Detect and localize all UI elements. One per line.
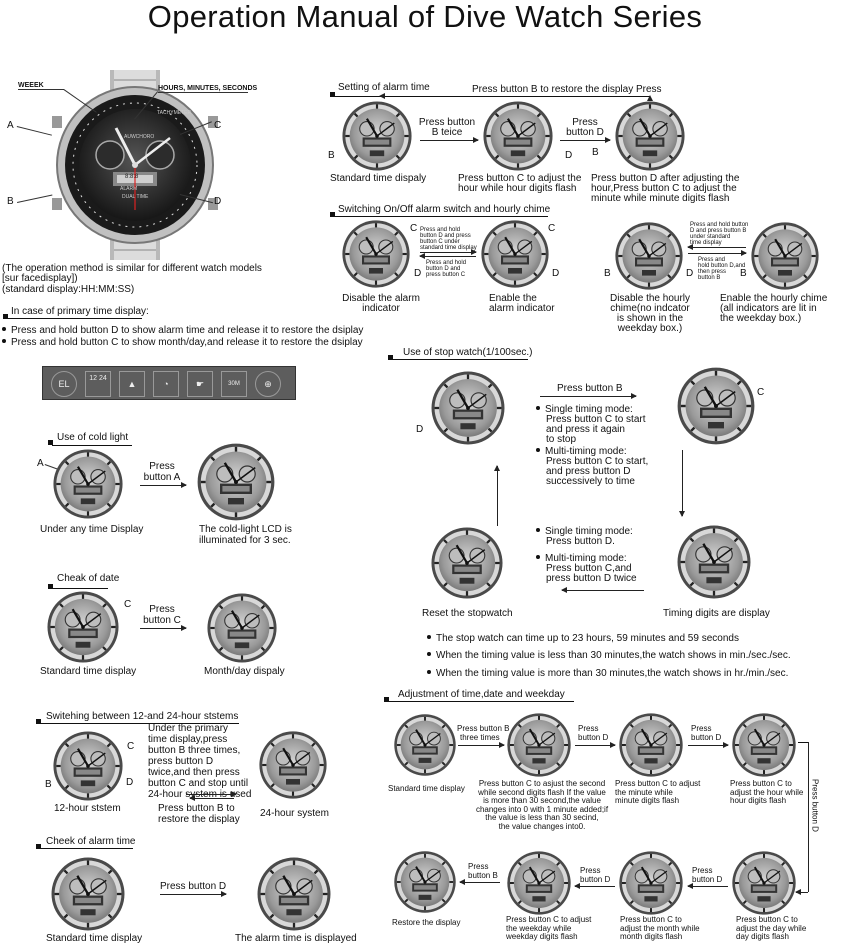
adjust-cap-5: Restore the display (392, 918, 461, 927)
stopwatch-note-2: When the timing value is less than 30 minutes,the watch shows in min./sec./sec. (427, 650, 791, 661)
chime-cap-3c: is shown in the (616, 313, 684, 324)
adjust-pd4-b: button D (692, 875, 723, 884)
alarm-check-title: Cheek of alarm time (46, 836, 136, 847)
watch-stopwatch-timing (676, 524, 752, 600)
chime-cap-2a: Enable the (489, 293, 537, 304)
sw-b2-multi-h: Multi-timing mode: (536, 553, 627, 564)
adjust-pb3-b: three times (460, 733, 500, 742)
adjust-side-press-d: Press button D (810, 779, 820, 832)
main-note-2: [sur facedisplay]) (2, 273, 78, 284)
cold-light-cap-2a: The cold-light LCD is (199, 524, 292, 535)
adjust-cap-3: Press button C to adjust the minute while minute digits flash (615, 779, 701, 806)
sw-b1-single-l3: to stop (546, 434, 577, 445)
cold-light-press-2: button A (143, 472, 181, 483)
alarm-set-cap-2a: Press button C to adjust the (458, 173, 582, 184)
water-resist-icon: 30M (221, 371, 247, 397)
switch12-label-b: B (45, 779, 52, 790)
chime-s2-c: press button C (426, 272, 466, 278)
chime-s2-a: Press and hold (426, 260, 467, 266)
adjust-pd3-b: button D (580, 875, 611, 884)
stopwatch-cap-timing: Timing digits are display (663, 608, 770, 619)
watch-12-hour (52, 730, 124, 802)
primary-bullet-2: Press and hold button C to show month/day,and release it to restore the dsiplay (2, 337, 363, 348)
alarm-set-p2-b: button D (566, 127, 604, 138)
switch12-restore-1: Press button B to (158, 803, 235, 814)
signal-icon: ◔ (153, 371, 179, 397)
alarm-check-cap-1: Standard time display (46, 933, 143, 944)
label-d: D (214, 196, 222, 207)
adjust-pd2-a: Press (691, 724, 712, 733)
primary-bullet-1: Press and hold button D to show alarm time and release it to restore the dsiplay (2, 325, 363, 336)
main-watch (20, 70, 250, 260)
adjust-pd2-b: button D (691, 733, 722, 742)
adjust-cap-2: Press button C to asjust the second while second digits flash If the value is more than 30 second,the value changes into 0 with 1 minute added;if the value is less than 30 secind, the value changes into0. (475, 779, 609, 831)
sw-b2-single-l1: Press button D. (546, 536, 615, 547)
chime-s2-b: button D and (426, 266, 461, 272)
stopwatch-title: Use of stop watch(1/100sec.) (403, 347, 533, 358)
switch12-title: Switehing between 12-and 24-hour ststems (46, 711, 239, 722)
alarm-set-cap-3a: Press button D after adjusting the (591, 173, 740, 184)
alarm-check-cap-2: The alarm time is displayed (235, 933, 357, 944)
stopwatch-note-1: The stop watch can time up to 23 hours, 59 minutes and 59 seconds (427, 633, 739, 644)
cold-light-title: Use of cold light (57, 432, 129, 443)
alarm-set-cap-2b: hour while hour digits flash (458, 183, 577, 194)
cold-light-cap-1: Under any time Display (40, 524, 144, 535)
chime-s4-c: then press (698, 269, 727, 275)
dial-dual-time: DUAL TIME (122, 194, 149, 200)
stopwatch-label-c: C (757, 387, 765, 398)
sw-b2-multi-l2: press button D twice (546, 573, 637, 584)
chime-cap-3d: weekday box.) (617, 323, 683, 334)
chime-s3-d: time display (690, 240, 722, 246)
adjust-cap-1: Standard time display (388, 784, 465, 793)
watch-alarm-minute (614, 100, 686, 172)
adjust-cap-7: Press button C to adjust the month while month digits flash (620, 915, 700, 942)
alarm-set-p2-a: Press (572, 117, 598, 128)
watch-enable-chime (750, 221, 820, 291)
watch-standard-date (46, 590, 120, 664)
watch-adjust-second (506, 712, 572, 778)
battery-icon: ⊕ (255, 371, 281, 397)
switch12-text-7: 24-hour system is used (148, 789, 252, 800)
watch-adjust-minute (618, 712, 684, 778)
date-label-c: C (124, 599, 132, 610)
alarm-set-p1-b: B teice (431, 127, 463, 138)
adjust-cap-4: Press button C to adjust the hour while hour digits flash (730, 779, 804, 806)
chime-cap-2b: alarm indicator (489, 303, 555, 314)
label-c: C (214, 120, 222, 131)
adjust-pb-a: Press (468, 862, 489, 871)
cold-light-press-1: Press (149, 461, 175, 472)
hand-icon: ☛ (187, 371, 213, 397)
main-note-3: (standard display:HH:MM:SS) (2, 284, 135, 295)
date-cap-2: Month/day dispaly (204, 666, 285, 677)
dial-brand: AUWCHORO (124, 134, 155, 140)
chime-s1-b: button D and press (420, 233, 471, 239)
watch-adjust-weekday (506, 850, 572, 916)
switch12-text-3: button B three times, (148, 745, 241, 756)
stopwatch-press-b: Press button B (557, 383, 623, 394)
watch-adjust-hour (731, 712, 797, 778)
watch-24-hour (258, 730, 328, 800)
alarm-set-p1-a: Press button (418, 117, 476, 128)
alarm-set-cap-1: Standard time dispaly (330, 173, 427, 184)
date-press-1: Press (149, 604, 175, 615)
chime-cap-4c: the weekday box.) (720, 313, 802, 324)
sw-b1-multi-l1: Press button C to start, (546, 456, 649, 467)
alarm-check-press: Press button D (160, 881, 227, 892)
chime-label-b1: B (604, 268, 611, 279)
stopwatch-label-d: D (416, 424, 424, 435)
label-hms: HOURS, MINUTES, SECONDS (158, 85, 258, 92)
watch-disable-alarm (341, 219, 411, 289)
alarm-set-cap-3b: hour,Press button C to adjust the (591, 183, 737, 194)
date-cap-1: Standard time display (40, 666, 137, 677)
switch12-text-1: Under the primary (148, 723, 229, 734)
sw-b2-single-h: Single timing mode: (536, 526, 633, 537)
chime-s4-d: button B (698, 275, 721, 281)
adjust-title: Adjustment of time,date and weekday (398, 689, 565, 700)
date-press-2: button C (143, 615, 181, 626)
adjust-cap-6: Press button C to adjust the weekday while weekday digits flash (506, 915, 592, 942)
watch-cold-light (196, 442, 276, 522)
adjust-pd1-a: Press (578, 724, 599, 733)
chime-s1-a: Press and hold (420, 227, 461, 233)
switch12-cap-2: 24-hour system (260, 808, 329, 819)
alarm-set-label-d: D (565, 150, 573, 161)
label-a: A (7, 120, 14, 131)
chime-label-c2: C (548, 223, 556, 234)
switch12-restore-2: restore the display (158, 814, 240, 825)
alarm-set-title: Setting of alarm time (338, 82, 430, 93)
adjust-pb3-a: Press button B (457, 724, 510, 733)
chime-label-c1: C (410, 223, 418, 234)
sw-b1-multi-l3: successively to time (546, 476, 635, 487)
primary-title: In case of primary time display: (11, 306, 149, 317)
watch-stopwatch-running (676, 366, 756, 446)
alarm-set-top: Press button B to restore the display Press (472, 84, 662, 95)
chime-s1-c: button C under (420, 239, 460, 245)
chime-label-d1: D (414, 268, 422, 279)
watch-alarm-hour (482, 100, 554, 172)
alarm-set-cap-3c: minute while minute digits flash (591, 193, 730, 204)
label-b: B (7, 196, 14, 207)
label-week: WEEEK (18, 82, 44, 89)
hour-format-icon: 12 24 (85, 371, 111, 397)
watch-standard-alarm-check (50, 856, 126, 932)
stopwatch-cap-reset: Reset the stopwatch (422, 608, 513, 619)
watch-disable-chime (614, 221, 684, 291)
date-title: Cheak of date (57, 573, 120, 584)
chime-title: Switching On/Off alarm switch and hourly chime (338, 204, 551, 215)
sw-b1-multi-h: Multi-timing mode: (536, 446, 627, 457)
watch-adjust-day (731, 850, 797, 916)
chime-s4-a: Press and (698, 257, 726, 263)
alarm-set-label-b2: B (592, 147, 599, 158)
chime-cap-4a: Enable the hourly chime (720, 293, 828, 304)
sw-b1-single-h: Single timing mode: (536, 404, 633, 415)
chime-s4-b: hold button D,and (698, 263, 746, 269)
adjust-pb-b: button B (468, 871, 498, 880)
adjust-pd3-a: Press (580, 866, 601, 875)
sw-b1-single-l1: Press button C to start (546, 414, 646, 425)
chime-s1-d: standard time display (420, 245, 477, 251)
switch12-text-5: twice,and then press (148, 767, 240, 778)
chime-s3-c: under standard (690, 234, 731, 240)
stopwatch-note-3: When the timing value is more than 30 minutes,the watch shows in hr./min./sec. (427, 668, 788, 679)
sw-b2-multi-l1: Press button C,and (546, 563, 632, 574)
alarm-set-label-b: B (328, 150, 335, 161)
chime-s3-b: D and press button B (690, 228, 747, 234)
chime-cap-1a: Disable the alarm (342, 293, 420, 304)
chime-cap-1b: indicator (362, 303, 400, 314)
switch12-text-4: press button D (148, 756, 214, 767)
chime-s3-a: Press and hold button (690, 222, 749, 228)
chime-cap-3b: chime(no indcator (610, 303, 690, 314)
chime-cap-3a: Disable the hourly (609, 293, 691, 304)
cold-light-cap-2b: illuminated for 3 sec. (199, 535, 291, 546)
watch-stopwatch-reset (430, 526, 504, 600)
adjust-cap-8: Press button C to adjust the day while day digits flash (736, 915, 807, 942)
function-icon-bar (42, 366, 296, 400)
switch12-cap-1: 12-hour ststem (54, 803, 121, 814)
chime-label-b2: B (740, 268, 747, 279)
watch-stopwatch-start (430, 370, 506, 446)
watch-under-any-time (52, 448, 124, 520)
main-note-1: (The operation method is similar for different watch models (2, 263, 262, 274)
adjust-pd1-b: button D (578, 733, 609, 742)
adjust-pd4-a: Press (692, 866, 713, 875)
watch-adjust-month (618, 850, 684, 916)
sw-b1-multi-l2: and press button D (546, 466, 631, 477)
dial-time: 8:8:8 (125, 174, 139, 180)
watch-month-day (206, 592, 278, 664)
watch-alarm-displayed (256, 856, 332, 932)
switch12-text-2: time display,press (148, 734, 228, 745)
watch-enable-alarm (480, 219, 550, 289)
switch12-label-c: C (127, 741, 135, 752)
el-icon: EL (51, 371, 77, 397)
dial-tachymeter: TACHYMETER (157, 110, 192, 116)
chime-label-d3: D (686, 268, 694, 279)
switch12-text-6: button C and stop until (148, 778, 249, 789)
watch-adjust-standard (393, 713, 457, 777)
watch-alarm-standard (341, 100, 413, 172)
cold-light-label-a: A (37, 458, 44, 469)
page-title: Operation Manual of Dive Watch Series (147, 0, 703, 34)
dial-alarm: ALARM (120, 186, 138, 192)
chime-label-d2: D (552, 268, 560, 279)
watch-adjust-restore (393, 850, 457, 914)
bell-icon: ▲ (119, 371, 145, 397)
chime-cap-4b: (all indicators are lit in (720, 303, 817, 314)
switch12-label-d: D (126, 777, 134, 788)
sw-b1-single-l2: and press it again (546, 424, 625, 435)
